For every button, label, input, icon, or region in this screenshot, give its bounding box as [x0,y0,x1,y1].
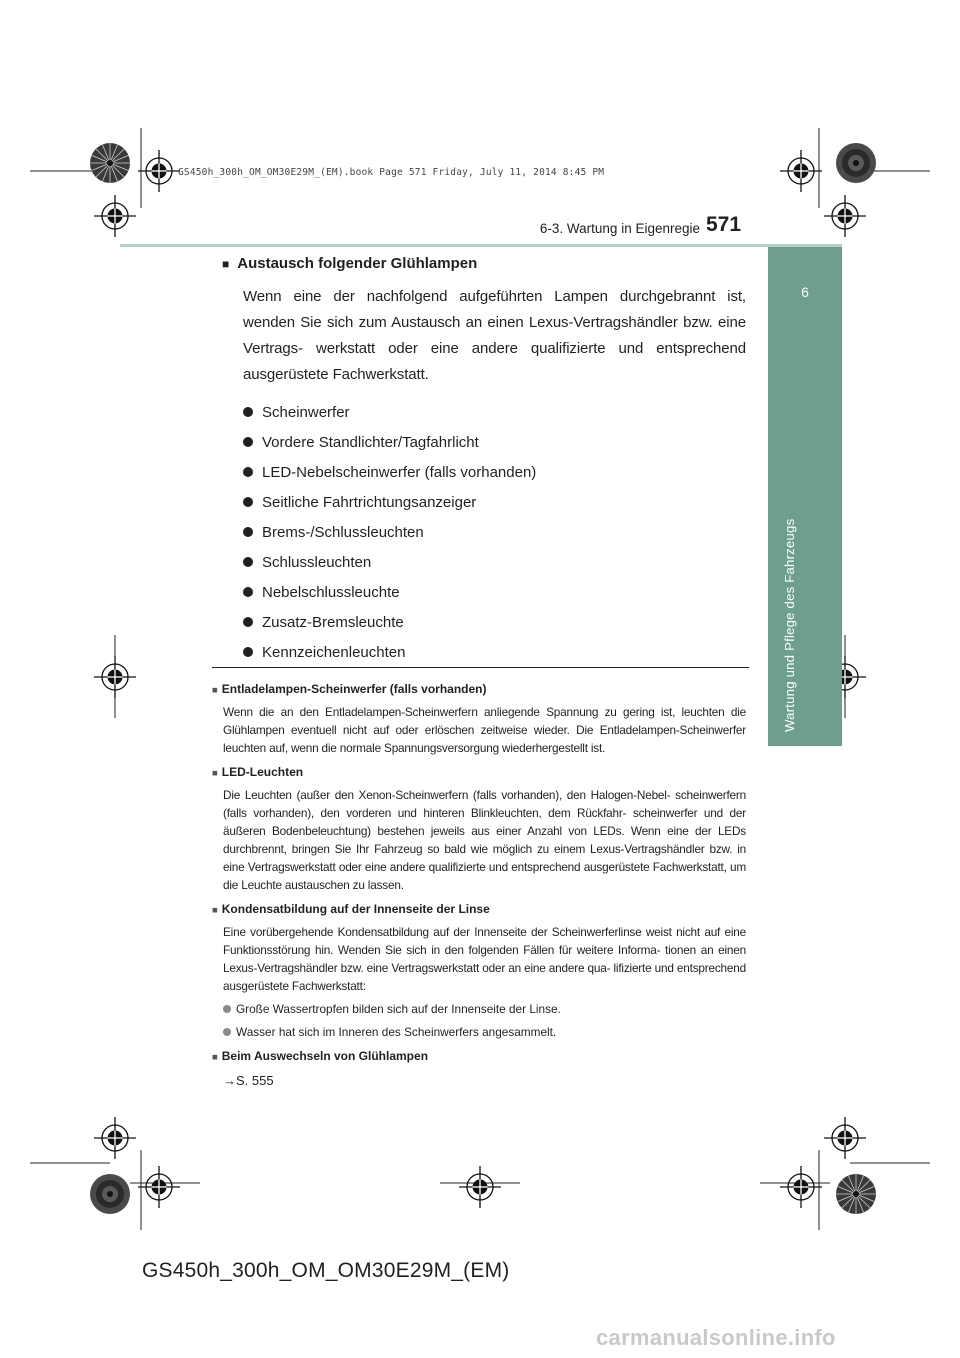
color-calibration-wheel-icon [90,1174,130,1214]
page-reference-link[interactable]: →S. 555 [223,1073,274,1088]
main-heading-text: Austausch folgender Glühlampen [237,255,478,272]
registration-mark-icon [824,195,866,237]
round-bullet-icon [243,497,253,507]
watermark: carmanualsonline.info [596,1325,836,1350]
list-item-text: Kennzeichenleuchten [262,644,406,661]
list-item-text: Schlussleuchten [262,554,372,571]
round-bullet-icon [243,647,253,657]
note-title-text: LED-Leuchten [221,765,304,779]
note-bullet [223,1000,746,1018]
list-item-text: Zusatz-Bremsleuchte [262,614,404,631]
square-bullet-icon: ■ [212,905,218,916]
chapter-tab [768,247,842,746]
registration-mark-icon [780,150,822,192]
square-bullet-icon: ■ [222,257,230,271]
square-bullet-icon: ■ [212,1052,218,1063]
lamp-list [243,398,746,668]
round-bullet-icon [243,557,253,567]
round-bullet-icon [243,437,253,447]
notes-section [212,680,746,1097]
footer-document-code: GS450h_300h_OM_OM30E29M_(EM) [142,1259,510,1282]
main-heading [222,255,746,272]
registration-mark-icon [780,1166,822,1208]
note-title [212,763,746,783]
list-item-text: Seitliche Fahrtrichtungsanzeiger [262,494,477,511]
note-text: Eine vorübergehende Kondensatbildung auf der Innenseite der Scheinwerferlinse weist nicht auf eine Funktionsstörung hin. Wenden Sie sich in den folgenden Fällen für weitere Informa- tionen an einen Lexus-Vertragshändler bzw. eine Vertragswerkstatt oder an eine andere qua- lifizierte und entsprechend ausgerüstete Fachwerkstatt: [223,925,746,993]
list-item [243,428,746,458]
list-item [243,518,746,548]
square-bullet-icon: ■ [212,768,218,779]
notes-divider [212,667,749,668]
note-title-text: Kondensatbildung auf der Innenseite der Linse [221,902,490,916]
book-stamp: GS450h_300h_OM_OM30E29M_(EM).book Page 571 Friday, July 11, 2014 8:45 PM [178,167,605,178]
section-title: 6-3. Wartung in Eigenregie [539,221,700,236]
registration-mark-icon [138,1166,180,1208]
round-bullet-icon [243,527,253,537]
list-item-text: LED-Nebelscheinwerfer (falls vorhanden) [262,464,537,481]
round-bullet-icon [223,1028,231,1036]
list-item-text: Vordere Standlichter/Tagfahrlicht [262,434,479,451]
list-item [243,458,746,488]
intro-paragraph: Wenn eine der nachfolgend aufgeführten Lampen durchgebrannt ist, wenden Sie sich zum Austausch an einen Lexus-Vertragshändler bzw. eine Vertrags- werkstatt oder eine andere qualifizierte und entsprechend ausgerüstete Fachwerkstatt. [243,288,746,383]
note-discharge-headlights [212,680,746,757]
round-bullet-icon [223,1005,231,1013]
page-number: 571 [706,213,742,236]
list-item [243,578,746,608]
note-bullet-text: Große Wassertropfen bilden sich auf der Innenseite der Linse. [236,1002,561,1016]
chapter-number: 6 [801,284,809,300]
note-bullet-text: Wasser hat sich im Inneren des Scheinwerfers angesammelt. [236,1025,557,1039]
note-title-text: Beim Auswechseln von Glühlampen [221,1049,429,1063]
registration-mark-icon [94,195,136,237]
note-text: Wenn die an den Entladelampen-Scheinwerfern anliegende Spannung zu gering ist, leuchten die Glühlampen eventuell nicht auf oder erlöschen zeitweise wieder. Die Entladelampen-Scheinwerfer leuchten auf, wenn die normale Spannungsversorgung wiederhergestellt ist. [223,705,746,755]
registration-mark-icon [824,1117,866,1159]
list-item-text: Scheinwerfer [262,404,350,421]
round-bullet-icon [243,407,253,417]
registration-mark-icon [94,1117,136,1159]
chapter-title: Wartung und Pflege des Fahrzeugs [782,518,797,732]
color-calibration-wheel-icon [836,143,876,183]
note-bullet [223,1023,746,1041]
list-item [243,638,746,668]
list-item-text: Brems-/Schlussleuchten [262,524,424,541]
note-title [212,1047,746,1067]
note-title [212,900,746,920]
main-content [222,255,746,668]
list-item [243,488,746,518]
registration-mark-icon [138,150,180,192]
note-text: Die Leuchten (außer den Xenon-Scheinwerfern (falls vorhanden), den Halogen-Nebel- scheinwerfern (falls vorhanden), den vorderen und hinteren Blinkleuchten, dem Rückfahr- scheinwerfer und der äußeren Bodenbeleuchtung) bestehen jeweils aus einer Anzahl von LEDs. Wenn eine der LEDs durchbrennt, bringen Sie Ihr Fahrzeug so bald wie möglich zu einem Lexus-Vertragshändler bzw. in eine Vertragswerkstatt oder eine andere qualifizierte und entsprechend ausgerüstete Fachwerkstatt, um die Leuchte austauschen zu lassen. [223,788,746,892]
color-calibration-wheel-icon [836,1174,876,1214]
note-condensation [212,900,746,1041]
color-calibration-wheel-icon [90,143,130,183]
header-rule [120,244,842,247]
note-title-text: Entladelampen-Scheinwerfer (falls vorhanden) [221,682,487,696]
round-bullet-icon [243,617,253,627]
note-title [212,680,746,700]
square-bullet-icon: ■ [212,685,218,696]
list-item-text: Nebelschlussleuchte [262,584,400,601]
list-item [243,548,746,578]
list-item [243,608,746,638]
note-bulb-replacement [212,1047,746,1091]
registration-mark-icon [94,656,136,698]
round-bullet-icon [243,587,253,597]
note-led-lights [212,763,746,894]
registration-mark-icon [459,1166,501,1208]
list-item [243,398,746,428]
round-bullet-icon [243,467,253,477]
